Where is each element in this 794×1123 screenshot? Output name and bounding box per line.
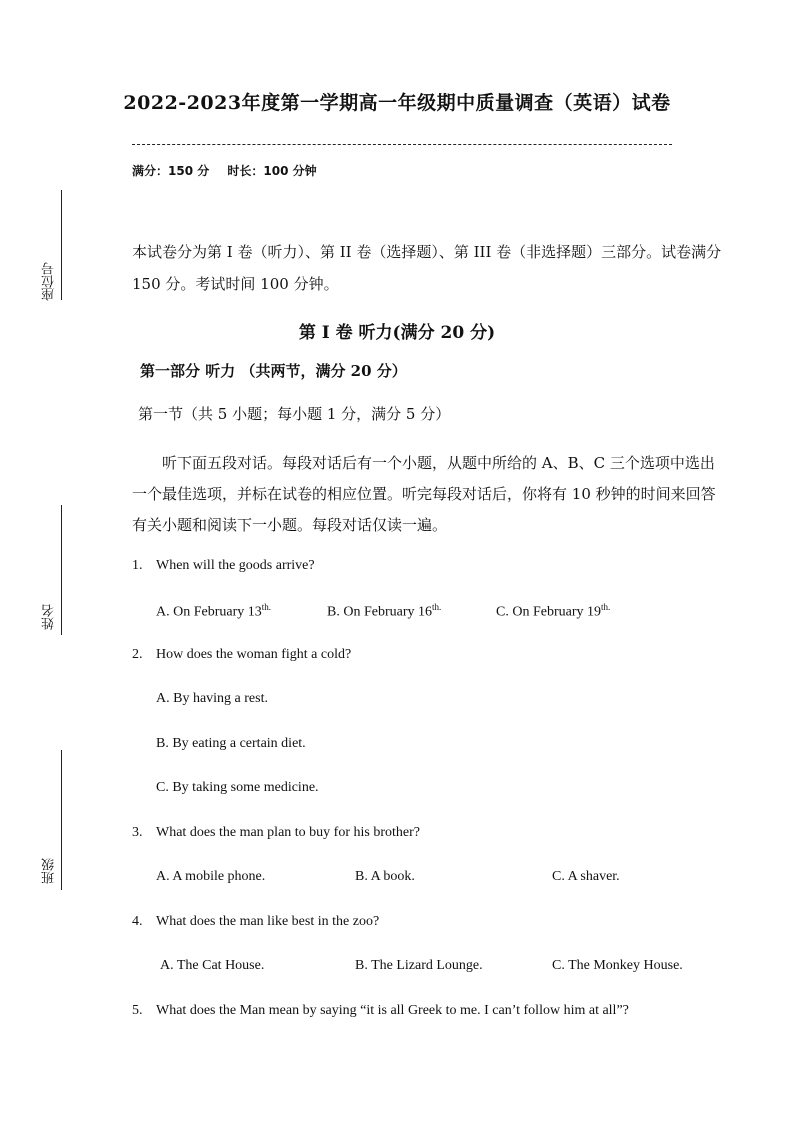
question-number: 4. <box>132 914 143 929</box>
q4-option-b[interactable]: B. The Lizard Lounge. <box>355 958 483 973</box>
question-number: 3. <box>132 825 143 840</box>
q2-option-a[interactable]: A. By having a rest. <box>156 691 268 706</box>
q3-option-b[interactable]: B. A book. <box>355 869 415 884</box>
question-text: What does the man plan to buy for his brother? <box>156 825 420 840</box>
question-text: What does the man like best in the zoo? <box>156 914 380 929</box>
question-3 <box>132 825 420 841</box>
q1-option-b[interactable]: B. On February $16^{th.}$ <box>327 602 442 620</box>
instructions: 听下面五段对话。每段对话后有一个小题，从题中所给的 A、B、C 三个选项中选出一个最佳选项，并标在试卷的相应位置。听完每段对话后，你将有 10 秒钟的时间来回答有关小题和阅读下一小题。每段对话仅读一遍。 <box>132 454 716 534</box>
question-text: When will the goods arrive? <box>156 558 315 573</box>
class-label: 班级 <box>42 858 57 884</box>
q3-option-c[interactable]: C. A shaver. <box>552 869 620 884</box>
duration: 时长：100 分钟 <box>227 164 317 178</box>
exam-title: 2022-2023年度第一学期高一年级期中质量调查（英语）试卷 <box>123 92 671 114</box>
class-line <box>61 750 62 890</box>
part-title: 第一部分 听力 （共两节，满分 20 分） <box>140 362 407 380</box>
seat-label: 座位号 <box>42 262 57 301</box>
subsection-title: 第一节（共 5 小题；每小题 1 分，满分 5 分） <box>138 405 451 423</box>
q4-option-a[interactable]: A. The Cat House. <box>160 958 265 973</box>
section-title: 第 I 卷 听力(满分 20 分) <box>298 323 496 343</box>
name-label: 姓名 <box>42 604 57 630</box>
q4-option-c[interactable]: C. The Monkey House. <box>552 958 683 973</box>
question-text: What does the Man mean by saying “it is all Greek to me. I can’t follow him at all”? <box>156 1003 629 1018</box>
q2-option-c[interactable]: C. By taking some medicine. <box>156 780 319 795</box>
exam-meta <box>132 162 331 179</box>
question-4 <box>132 914 379 930</box>
exam-intro: 本试卷分为第 I 卷（听力）、第 II 卷（选择题）、第 III 卷（非选择题）三部分。试卷满分 150 分。考试时间 100 分钟。 <box>132 243 722 293</box>
question-number: 5. <box>132 1003 143 1018</box>
name-line <box>61 505 62 635</box>
question-2 <box>132 647 351 663</box>
q2-option-b[interactable]: B. By eating a certain diet. <box>156 736 306 751</box>
q1-option-a[interactable]: A. On February $13^{th.}$ <box>156 602 272 620</box>
q3-option-a[interactable]: A. A mobile phone. <box>156 869 266 884</box>
question-1 <box>132 558 315 574</box>
title-divider <box>132 144 672 145</box>
question-number: 2. <box>132 647 143 662</box>
question-number: 1. <box>132 558 143 573</box>
full-score: 满分：150 分 <box>132 164 210 178</box>
question-text: How does the woman fight a cold? <box>156 647 352 662</box>
q1-option-c[interactable]: C. On February $19^{th.}$ <box>496 602 611 620</box>
seat-line <box>61 190 62 300</box>
question-5 <box>132 1003 629 1019</box>
